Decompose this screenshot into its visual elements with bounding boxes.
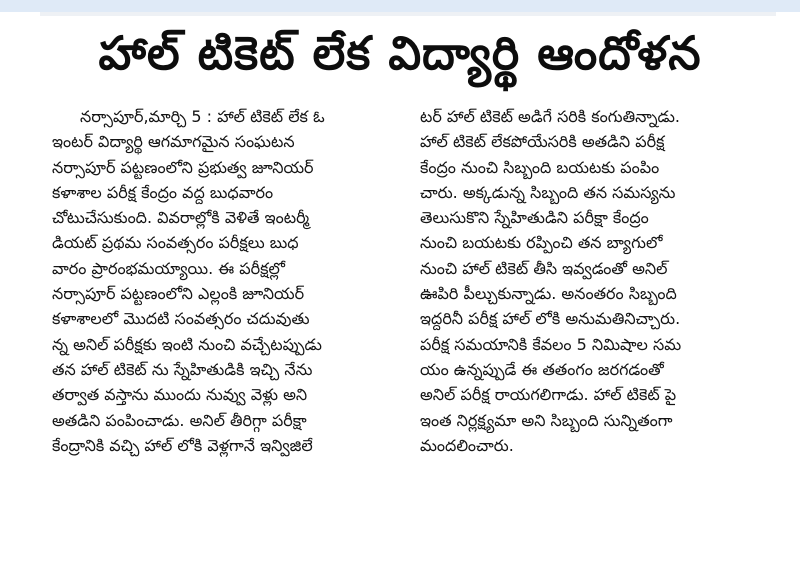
article-line: డియట్ ప్రథమ సంవత్సరం పరీక్షలు బుధ xyxy=(52,233,299,253)
article-line: తెలుసుకొని స్నేహితుడిని పరీక్షా కేంద్రం xyxy=(420,208,649,228)
article-line: కళాశాలలో మొదటి సంవత్సరం చదువుతు xyxy=(52,309,310,329)
article-line: వారం ప్రారంభమయ్యాయి. ఈ పరీక్షల్లో xyxy=(52,258,285,278)
article-line: కేంద్రం నుంచి సిబ్బంది బయటకు పంపిం xyxy=(420,157,660,177)
top-color-band xyxy=(0,0,800,12)
article-line: టర్ హాల్ టికెట్ అడిగే సరికి కంగుతిన్నాడు. xyxy=(420,107,681,126)
article-line: అనిల్ పరీక్ష రాయగలిగాడు. హాల్ టికెట్ పై xyxy=(420,385,677,405)
article-line: పరీక్ష సమయానికి కేవలం 5 నిమిషాల సమ xyxy=(420,334,682,354)
article-line: తన హాల్ టికెట్ ను స్నేహితుడికి ఇచ్చి నేను xyxy=(52,359,313,379)
article-line: హాల్ టికెట్ లేకపోయేసరికి అతడిని పరీక్ష xyxy=(420,132,665,152)
article-line: నర్సాపూర్ పట్టణంలోని ఎల్లంకి జూనియర్ xyxy=(52,284,305,304)
article-line: చోటుచేసుకుంది. వివరాల్లోకి వెళితే ఇంటర్మీ xyxy=(52,208,310,228)
top-band-divider xyxy=(40,12,776,16)
article-line: అతడిని పంపించాడు. అనిల్ తీరిగ్గా పరీక్షా xyxy=(52,410,307,430)
article-line: ఊపిరి పీల్చుకున్నాడు. అనంతరం సిబ్బంది xyxy=(420,284,677,304)
article-line: ఇంటర్ విద్యార్థి ఆగమాగమైన సంఘటన xyxy=(52,132,295,152)
article-line: కేంద్రానికి వచ్చి హాల్ లోకి వెళ్లగానే ఇన్విజిలే xyxy=(52,435,313,455)
article-line: నుంచి బయటకు రప్పించి తన బ్యాగులో xyxy=(420,233,663,253)
article-line: ఇద్దరినీ పరీక్ష హాల్ లోకి అనుమతినిచ్చారు. xyxy=(420,309,681,329)
article-line: తర్వాత వస్తాను ముందు నువ్వు వెళ్లు అని xyxy=(52,385,308,405)
article-line: నుంచి హాల్ టికెట్ తీసి ఇవ్వడంతో అనిల్ xyxy=(420,258,668,278)
article-column-right xyxy=(420,104,772,550)
article-line: కళాశాల పరీక్ష కేంద్రం వద్ద బుధవారం xyxy=(52,182,274,202)
article-headline: హాల్ టికెట్ లేక విద్యార్థి ఆందోళన xyxy=(98,26,702,80)
article-line: యం ఉన్నప్పుడే ఈ తతంగం జరగడంతో xyxy=(420,359,664,379)
article-line: మందలించారు. xyxy=(420,435,514,455)
article-line: ఇంత నిర్లక్ష్యమా అని సిబ్బంది సున్నితంగా xyxy=(420,410,673,430)
article-column-left xyxy=(52,104,404,550)
article-line: నర్సాపూర్ పట్టణంలోని ప్రభుత్వ జూనియర్ xyxy=(52,157,314,177)
article-line: నర్సాపూర్,మార్చి 5 : హాల్ టికెట్ లేక ఓ xyxy=(80,107,325,126)
article-line: చారు. అక్కడున్న సిబ్బంది తన సమస్యను xyxy=(420,182,676,202)
article-line: న్న అనిల్ పరీక్షకు ఇంటి నుంచి వచ్చేటప్పుడు xyxy=(52,334,322,354)
next-headline-cropped xyxy=(0,562,800,582)
